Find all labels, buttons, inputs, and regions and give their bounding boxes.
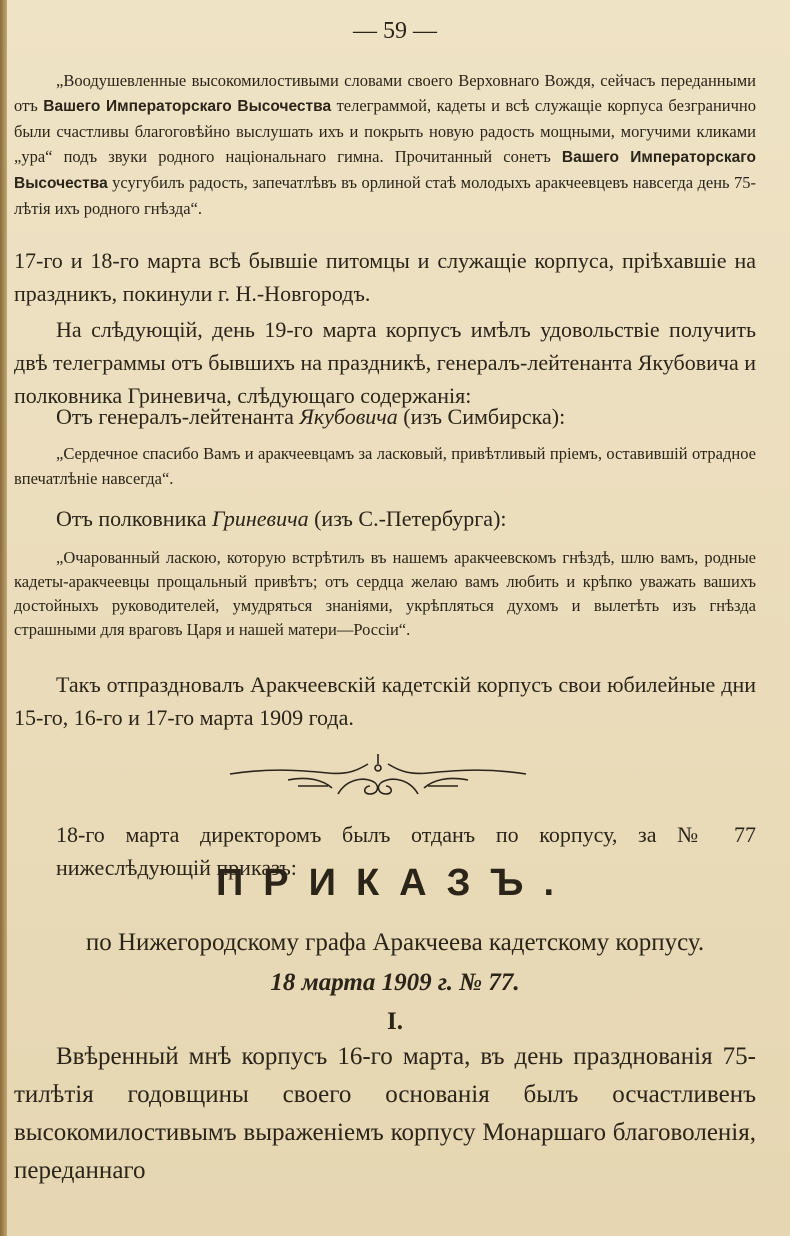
paragraph-order-intro: 18-го марта директоромъ былъ отданъ по корпусу, за № 77 нижеслѣдующій приказъ: xyxy=(56,822,756,880)
telegram-2-text: „Очарованный ласкою, которую встрѣтилъ въ нашемъ аракчеевскомъ гнѣздѣ, шлю вамъ, родные кадеты-аракчеевцы прощальный привѣтъ; отъ сердца желаю вамъ любить и крѣпко уважать вашихъ достойныхъ руководителей, умудряться знаніями, укрѣпляться духомъ и вылетѣть изъ гнѣзда страшными для враговъ Царя и нашей матери—Россіи“. xyxy=(14,548,756,639)
telegram-2-origin: (изъ С.-Петербурга): xyxy=(308,506,507,531)
quote-imperial-telegram xyxy=(14,68,756,221)
quote-imperial-title: Вашего Императорскаго Высочества xyxy=(43,98,332,115)
order-title: ПРИКАЗЪ. xyxy=(215,862,574,904)
telegram-2-prefix: Отъ полковника xyxy=(56,506,212,531)
decorative-ornament xyxy=(228,750,528,800)
telegram-1-heading xyxy=(56,400,756,433)
quote-text-run: усугубилъ радость, запечатлѣвъ въ орлиной стаѣ молодыхъ аракчеевцевъ навсегда день 75-лѣтія ихъ родного гнѣзда“. xyxy=(14,173,756,218)
telegram-1-prefix: Отъ генералъ-лейтенанта xyxy=(56,404,300,429)
telegram-1-sender: Якубовича xyxy=(299,404,398,429)
telegram-1-text: „Сердечное спасибо Вамъ и аракчеевцамъ за ласковый, привѣтливый пріемъ, оставившій отрадное впечатлѣніе навсегда“. xyxy=(14,444,756,488)
order-section-number: I. xyxy=(387,1008,403,1035)
paragraph-celebration: Такъ отпраздновалъ Аракчеевскій кадетскій корпусъ свои юбилейные дни 15-го, 16-го и 17-го марта 1909 года. xyxy=(14,672,756,730)
telegram-1-origin: (изъ Симбирска): xyxy=(397,404,566,429)
order-body-text: Ввѣренный мнѣ корпусъ 16-го марта, въ день празднованія 75-тилѣтія годовщины своего основанія былъ осчастливенъ высокомилостивымъ выраженіемъ корпусу Монаршаго благоволенія, переданнаго xyxy=(14,1043,756,1184)
quote-text-run: телеграммой, кадеты и всѣ служащіе корпуса безгранично были счастливы благоговѣйно выслушать ихъ и покрыть новую радость мощными, могучими кликами „ура“ подъ звуки родного національнаго гимна. Прочитанный сонетъ xyxy=(14,96,757,166)
paragraph-telegrams-received: На слѣдующій, день 19-го марта корпусъ имѣлъ удовольствіе получить двѣ телеграммы отъ бывшихъ на праздникѣ, генералъ-лейтенанта Якубовича и полковника Гриневича, слѣдующаго содержанія: xyxy=(14,317,756,408)
page-number: — 59 — xyxy=(353,18,437,44)
telegram-2-heading xyxy=(56,502,756,535)
quote-text-run: „Воодушевленные высокомилостивыми словами своего Верховнаго Вождя, сейчасъ переданными отъ xyxy=(14,71,756,115)
order-subtitle: по Нижегородскому графа Аракчеева кадетскому корпусу. xyxy=(85,929,705,956)
quote-imperial-title: Вашего Императорскаго Высочества xyxy=(14,149,756,192)
order-date-number: 18 марта 1909 г. № 77. xyxy=(270,969,520,996)
page-spine-edge xyxy=(0,0,7,1236)
paragraph-departure: 17-го и 18-го марта всѣ бывшіе питомцы и служащіе корпуса, пріѣхавшіе на праздникъ, покинули г. Н.-Новгородъ. xyxy=(14,248,756,306)
telegram-2-sender: Гриневича xyxy=(211,506,309,531)
